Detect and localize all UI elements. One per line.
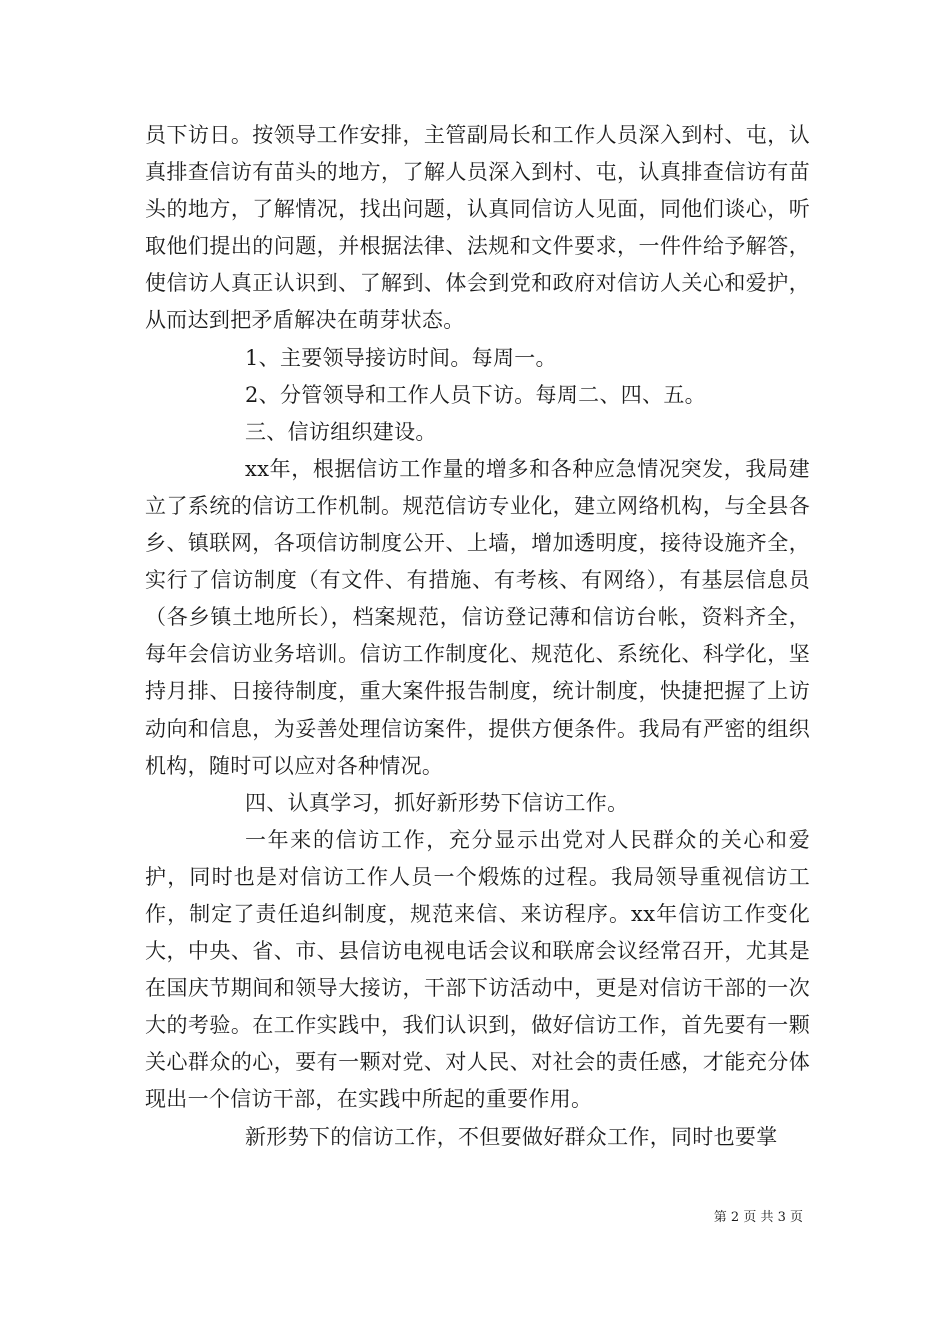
- paragraph-2: 1、主要领导接访时间。每周一。: [245, 345, 557, 370]
- paragraph-7: 一年来的信访工作，充分显示出党对人民群众的关心和爱护，同时也是对信访工作人员一个煅炼的过程。我局领导重视信访工作，制定了责任追纠制度，规范来信、来访程序。xx年信访工作变化大，中央、省、市、县信访电视电话会议和联席会议经常召开，尤其是在国庆节期间和领导大接访，干部下访活动中，更是对信访干部的一次大的考验。在工作实践中，我们认识到，做好信访工作，首先要有一颗关心群众的心，要有一颗对党、对人民、对社会的责任感，才能充分体现出一个信访干部，在实践中所起的重要作用。: [145, 827, 810, 1112]
- paragraph-1: 员下访日。按领导工作安排，主管副局长和工作人员深入到村、屯，认真排查信访有苗头的地方，了解人员深入到村、屯，认真排查信访有苗头的地方，了解情况，找出问题，认真同信访人见面，同他们谈心，听取他们提出的问题，并根据法律、法规和文件要求，一件件给予解答，使信访人真正认识到、了解到、体会到党和政府对信访人关心和爱护，从而达到把矛盾解决在萌芽状态。: [145, 123, 810, 333]
- section-heading-4: 四、认真学习，抓好新形势下信访工作。: [245, 790, 629, 815]
- section-heading-3: 三、信访组织建设。: [245, 419, 437, 444]
- paragraph-3: 2、分管领导和工作人员下访。每周二、四、五。: [245, 382, 706, 407]
- paragraph-8: 新形势下的信访工作，不但要做好群众工作，同时也要掌: [245, 1124, 778, 1149]
- document-body: [145, 117, 810, 1156]
- paragraph-5: xx年，根据信访工作量的增多和各种应急情况突发，我局建立了系统的信访工作机制。规范信访专业化，建立网络机构，与全县各乡、镇联网，各项信访制度公开、上墙，增加透明度，接待设施齐全，实行了信访制度（有文件、有措施、有考核、有网络），有基层信息员（各乡镇土地所长），档案规范，信访登记薄和信访台帐，资料齐全，每年会信访业务培训。信访工作制度化、规范化、系统化、科学化，坚持月排、日接待制度，重大案件报告制度，统计制度，快捷把握了上访动向和信息，为妥善处理信访案件，提供方便条件。我局有严密的组织机构，随时可以应对各种情况。: [145, 456, 810, 778]
- page-number-footer: 第 2 页 共 3 页: [713, 1210, 803, 1225]
